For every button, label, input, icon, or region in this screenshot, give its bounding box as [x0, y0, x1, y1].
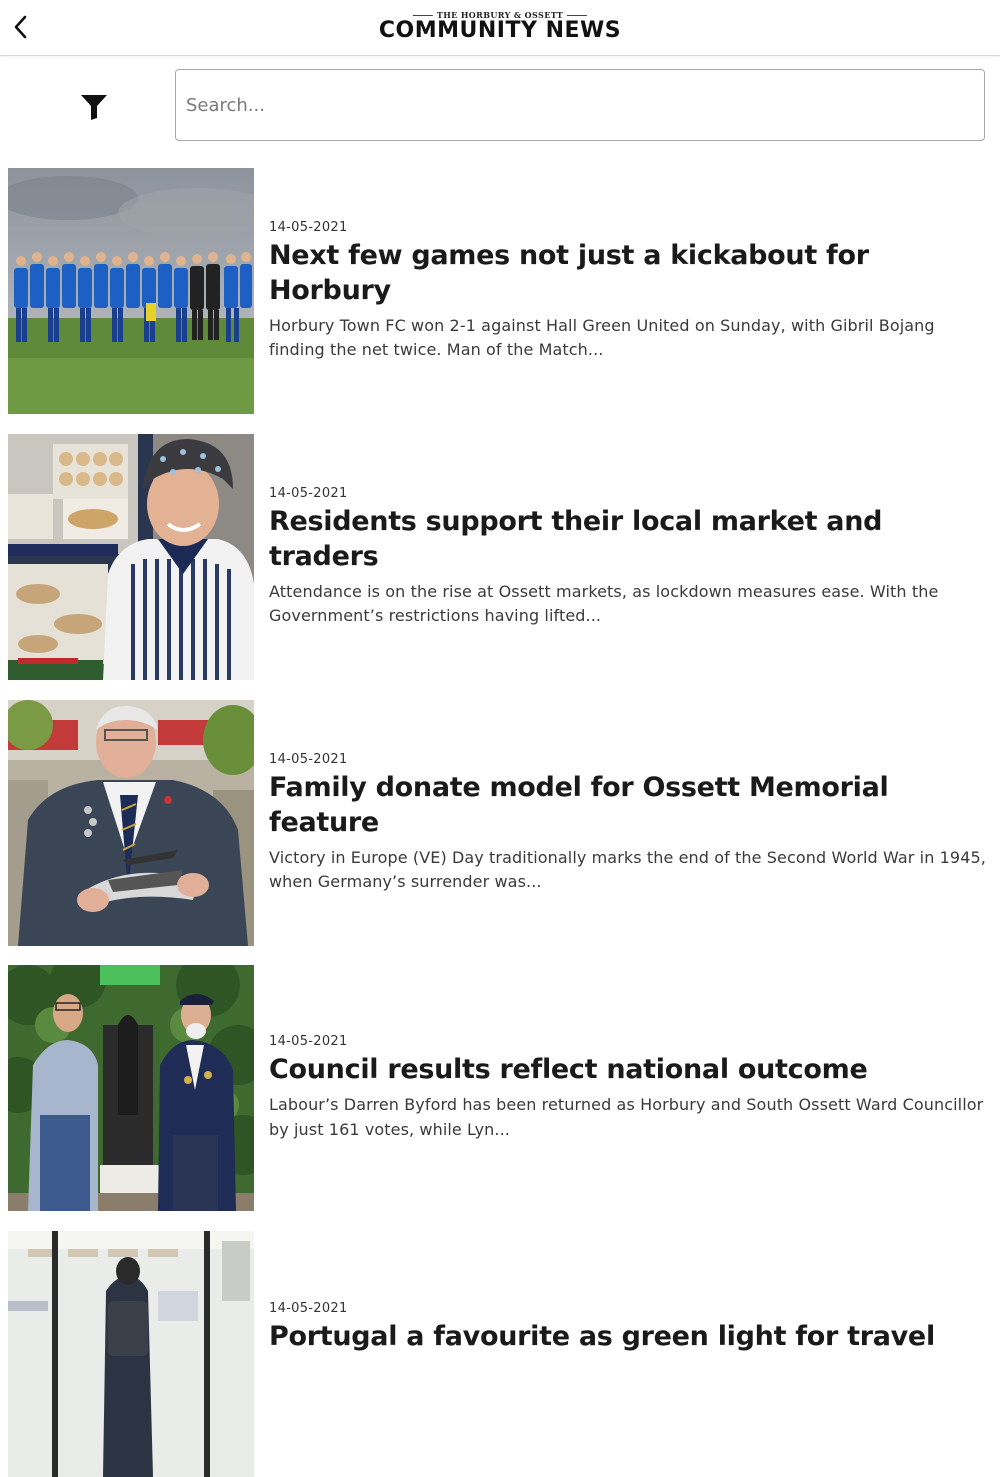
back-button[interactable]: [8, 12, 34, 42]
article-date: 14-05-2021: [269, 1301, 348, 1316]
article-title[interactable]: Next few games not just a kickabout for Horbury: [269, 239, 869, 306]
article-card[interactable]: [8, 168, 988, 414]
article-text: [269, 965, 988, 1211]
article-title[interactable]: Residents support their local market and traders: [269, 505, 883, 572]
article-text: [269, 434, 988, 680]
article-excerpt: Horbury Town FC won 2-1 against Hall Green United on Sunday, with Gibril Bojang finding the net twice. Man of the Match...: [269, 315, 935, 359]
article-excerpt: Labour’s Darren Byford has been returned as Horbury and South Ossett Ward Councillor by just 161 votes, while Lyn...: [269, 1095, 984, 1139]
market-trader-photo: [8, 434, 254, 680]
logo-top-text: THE HORBURY & OSSETT: [436, 10, 564, 20]
article-text: [269, 700, 988, 946]
article-thumbnail[interactable]: [8, 965, 254, 1211]
filter-icon: [79, 93, 109, 121]
article-date: 14-05-2021: [269, 1034, 348, 1049]
article-excerpt: Victory in Europe (VE) Day traditionally marks the end of the Second World War in 1945, when Germany’s surrender was...: [269, 847, 986, 891]
article-card[interactable]: [8, 965, 988, 1211]
logo-main-text: COMMUNITY NEWS: [378, 18, 622, 43]
logo-rule-right: [567, 15, 587, 16]
article-card[interactable]: [8, 1231, 988, 1477]
article-text: [269, 1231, 988, 1477]
council-memorial-photo: [8, 965, 254, 1211]
article-text: [269, 168, 988, 414]
veteran-model-photo: [8, 700, 254, 946]
app-header: [0, 0, 1000, 56]
article-thumbnail[interactable]: [8, 168, 254, 414]
article-thumbnail[interactable]: [8, 700, 254, 946]
logo-rule-left: [413, 15, 433, 16]
article-thumbnail[interactable]: [8, 1231, 254, 1477]
article-card[interactable]: [8, 700, 988, 946]
article-title[interactable]: Family donate model for Ossett Memorial feature: [269, 771, 889, 838]
search-input[interactable]: [175, 69, 985, 141]
site-logo[interactable]: [379, 10, 621, 43]
article-card[interactable]: [8, 434, 988, 680]
football-team-photo: [8, 168, 254, 414]
article-title[interactable]: Council results reflect national outcome: [269, 1054, 868, 1085]
article-date: 14-05-2021: [269, 751, 348, 767]
article-thumbnail[interactable]: [8, 434, 254, 680]
article-date: 14-05-2021: [269, 219, 348, 235]
filter-button[interactable]: [76, 89, 112, 125]
article-date: 14-05-2021: [269, 485, 348, 501]
article-excerpt: Attendance is on the rise at Ossett markets, as lockdown measures ease. With the Government’s restrictions having lifted...: [269, 581, 939, 625]
chevron-left-icon: [13, 15, 29, 39]
article-title[interactable]: Portugal a favourite as green light for travel: [269, 1321, 935, 1352]
airport-travel-photo: [8, 1231, 254, 1477]
